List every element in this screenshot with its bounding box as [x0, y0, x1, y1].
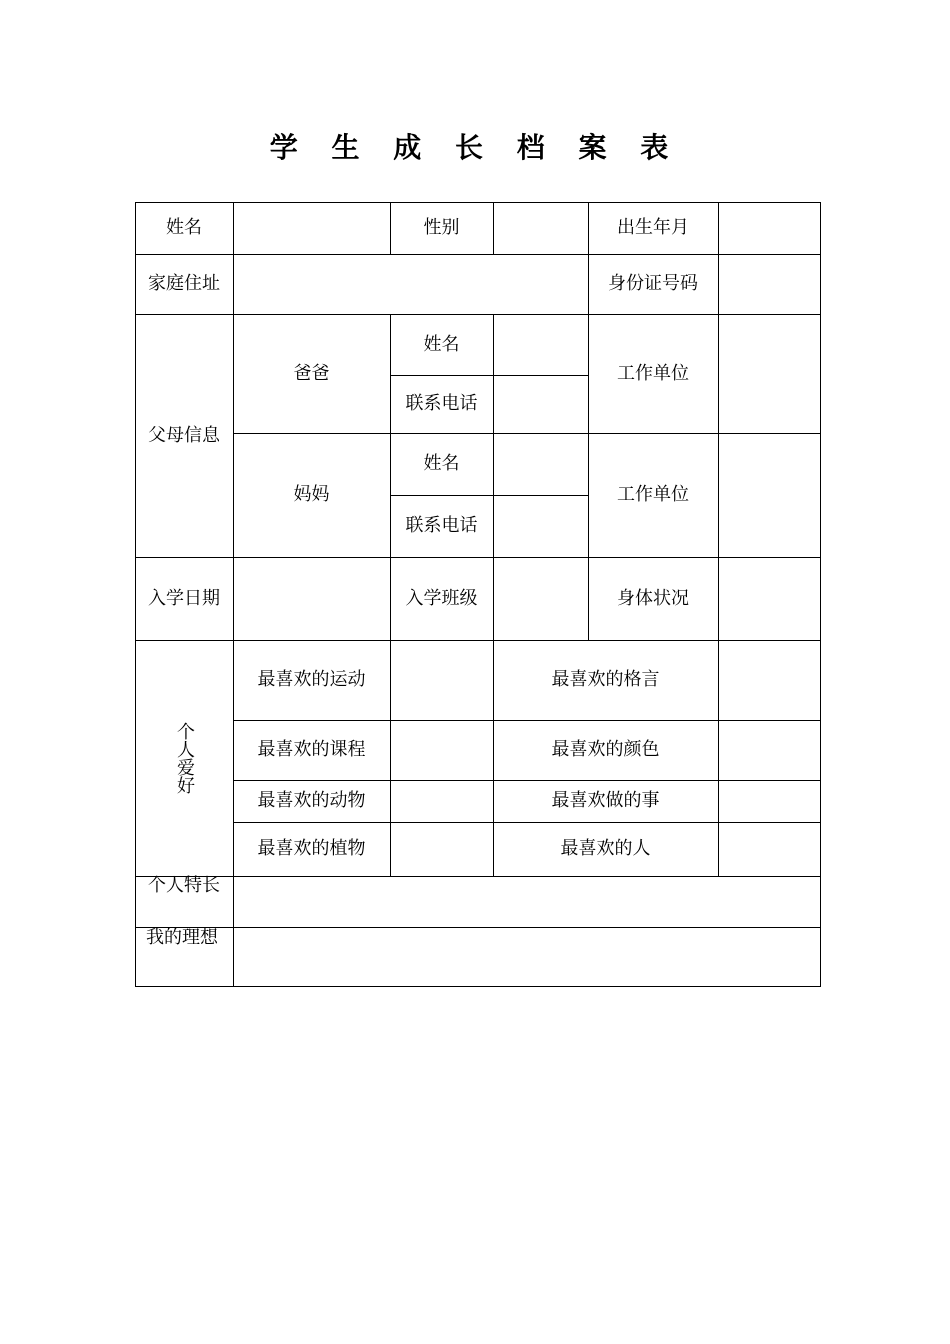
fav-course-label: 最喜欢的课程 [257, 739, 366, 760]
gender-label: 性别 [423, 217, 460, 238]
mother-work-label: 工作单位 [617, 484, 689, 505]
specialty-field[interactable] [234, 877, 820, 927]
enroll-date-field[interactable] [234, 558, 390, 640]
grid-line [820, 202, 821, 987]
father-label: 爸爸 [293, 362, 330, 384]
address-field[interactable] [234, 255, 588, 314]
father-phone-field[interactable] [494, 376, 588, 433]
hobbies-label: 个人爱好 [174, 722, 195, 794]
ideal-field[interactable] [234, 928, 820, 986]
parents-info-label: 父母信息 [148, 424, 220, 446]
fav-color-field[interactable] [719, 721, 820, 780]
fav-sport-field[interactable] [391, 641, 493, 720]
health-field[interactable] [719, 558, 820, 640]
fav-sport-label: 最喜欢的运动 [257, 669, 366, 690]
father-work-label: 工作单位 [617, 362, 689, 384]
father-phone-label: 联系电话 [405, 393, 478, 414]
ideal-label: 我的理想 [146, 927, 218, 948]
fav-motto-field[interactable] [719, 641, 820, 720]
id-number-label: 身份证号码 [608, 273, 698, 294]
page-title: 学 生 成 长 档 案 表 [269, 131, 681, 164]
fav-animal-field[interactable] [391, 781, 493, 822]
fav-motto-label: 最喜欢的格言 [551, 669, 660, 690]
specialty-label: 个人特长 [148, 875, 220, 896]
enroll-date-label: 入学日期 [148, 587, 220, 609]
fav-person-field[interactable] [719, 823, 820, 876]
fav-thing-field[interactable] [719, 781, 820, 822]
mother-phone-label: 联系电话 [405, 515, 478, 536]
birth-label: 出生年月 [617, 217, 689, 238]
mother-work-field[interactable] [719, 434, 820, 557]
mother-phone-field[interactable] [494, 496, 588, 557]
birth-field[interactable] [719, 203, 820, 254]
name-field[interactable] [234, 203, 390, 254]
mother-name-field[interactable] [494, 434, 588, 495]
fav-thing-label: 最喜欢做的事 [551, 790, 660, 811]
father-name-field[interactable] [494, 315, 588, 375]
father-work-field[interactable] [719, 315, 820, 433]
mother-name-label: 姓名 [423, 453, 460, 474]
gender-field[interactable] [494, 203, 588, 254]
enroll-class-label: 入学班级 [405, 587, 478, 609]
health-label: 身体状况 [617, 587, 689, 609]
id-number-field[interactable] [719, 255, 820, 314]
fav-plant-label: 最喜欢的植物 [257, 838, 366, 859]
mother-label: 妈妈 [293, 484, 330, 505]
name-label: 姓名 [166, 217, 202, 238]
fav-color-label: 最喜欢的颜色 [551, 739, 660, 760]
grid-line [135, 986, 821, 987]
address-label: 家庭住址 [148, 273, 220, 294]
father-name-label: 姓名 [423, 333, 460, 355]
fav-plant-field[interactable] [391, 823, 493, 876]
fav-course-field[interactable] [391, 721, 493, 780]
fav-animal-label: 最喜欢的动物 [257, 790, 366, 811]
enroll-class-field[interactable] [494, 558, 588, 640]
fav-person-label: 最喜欢的人 [560, 838, 651, 859]
